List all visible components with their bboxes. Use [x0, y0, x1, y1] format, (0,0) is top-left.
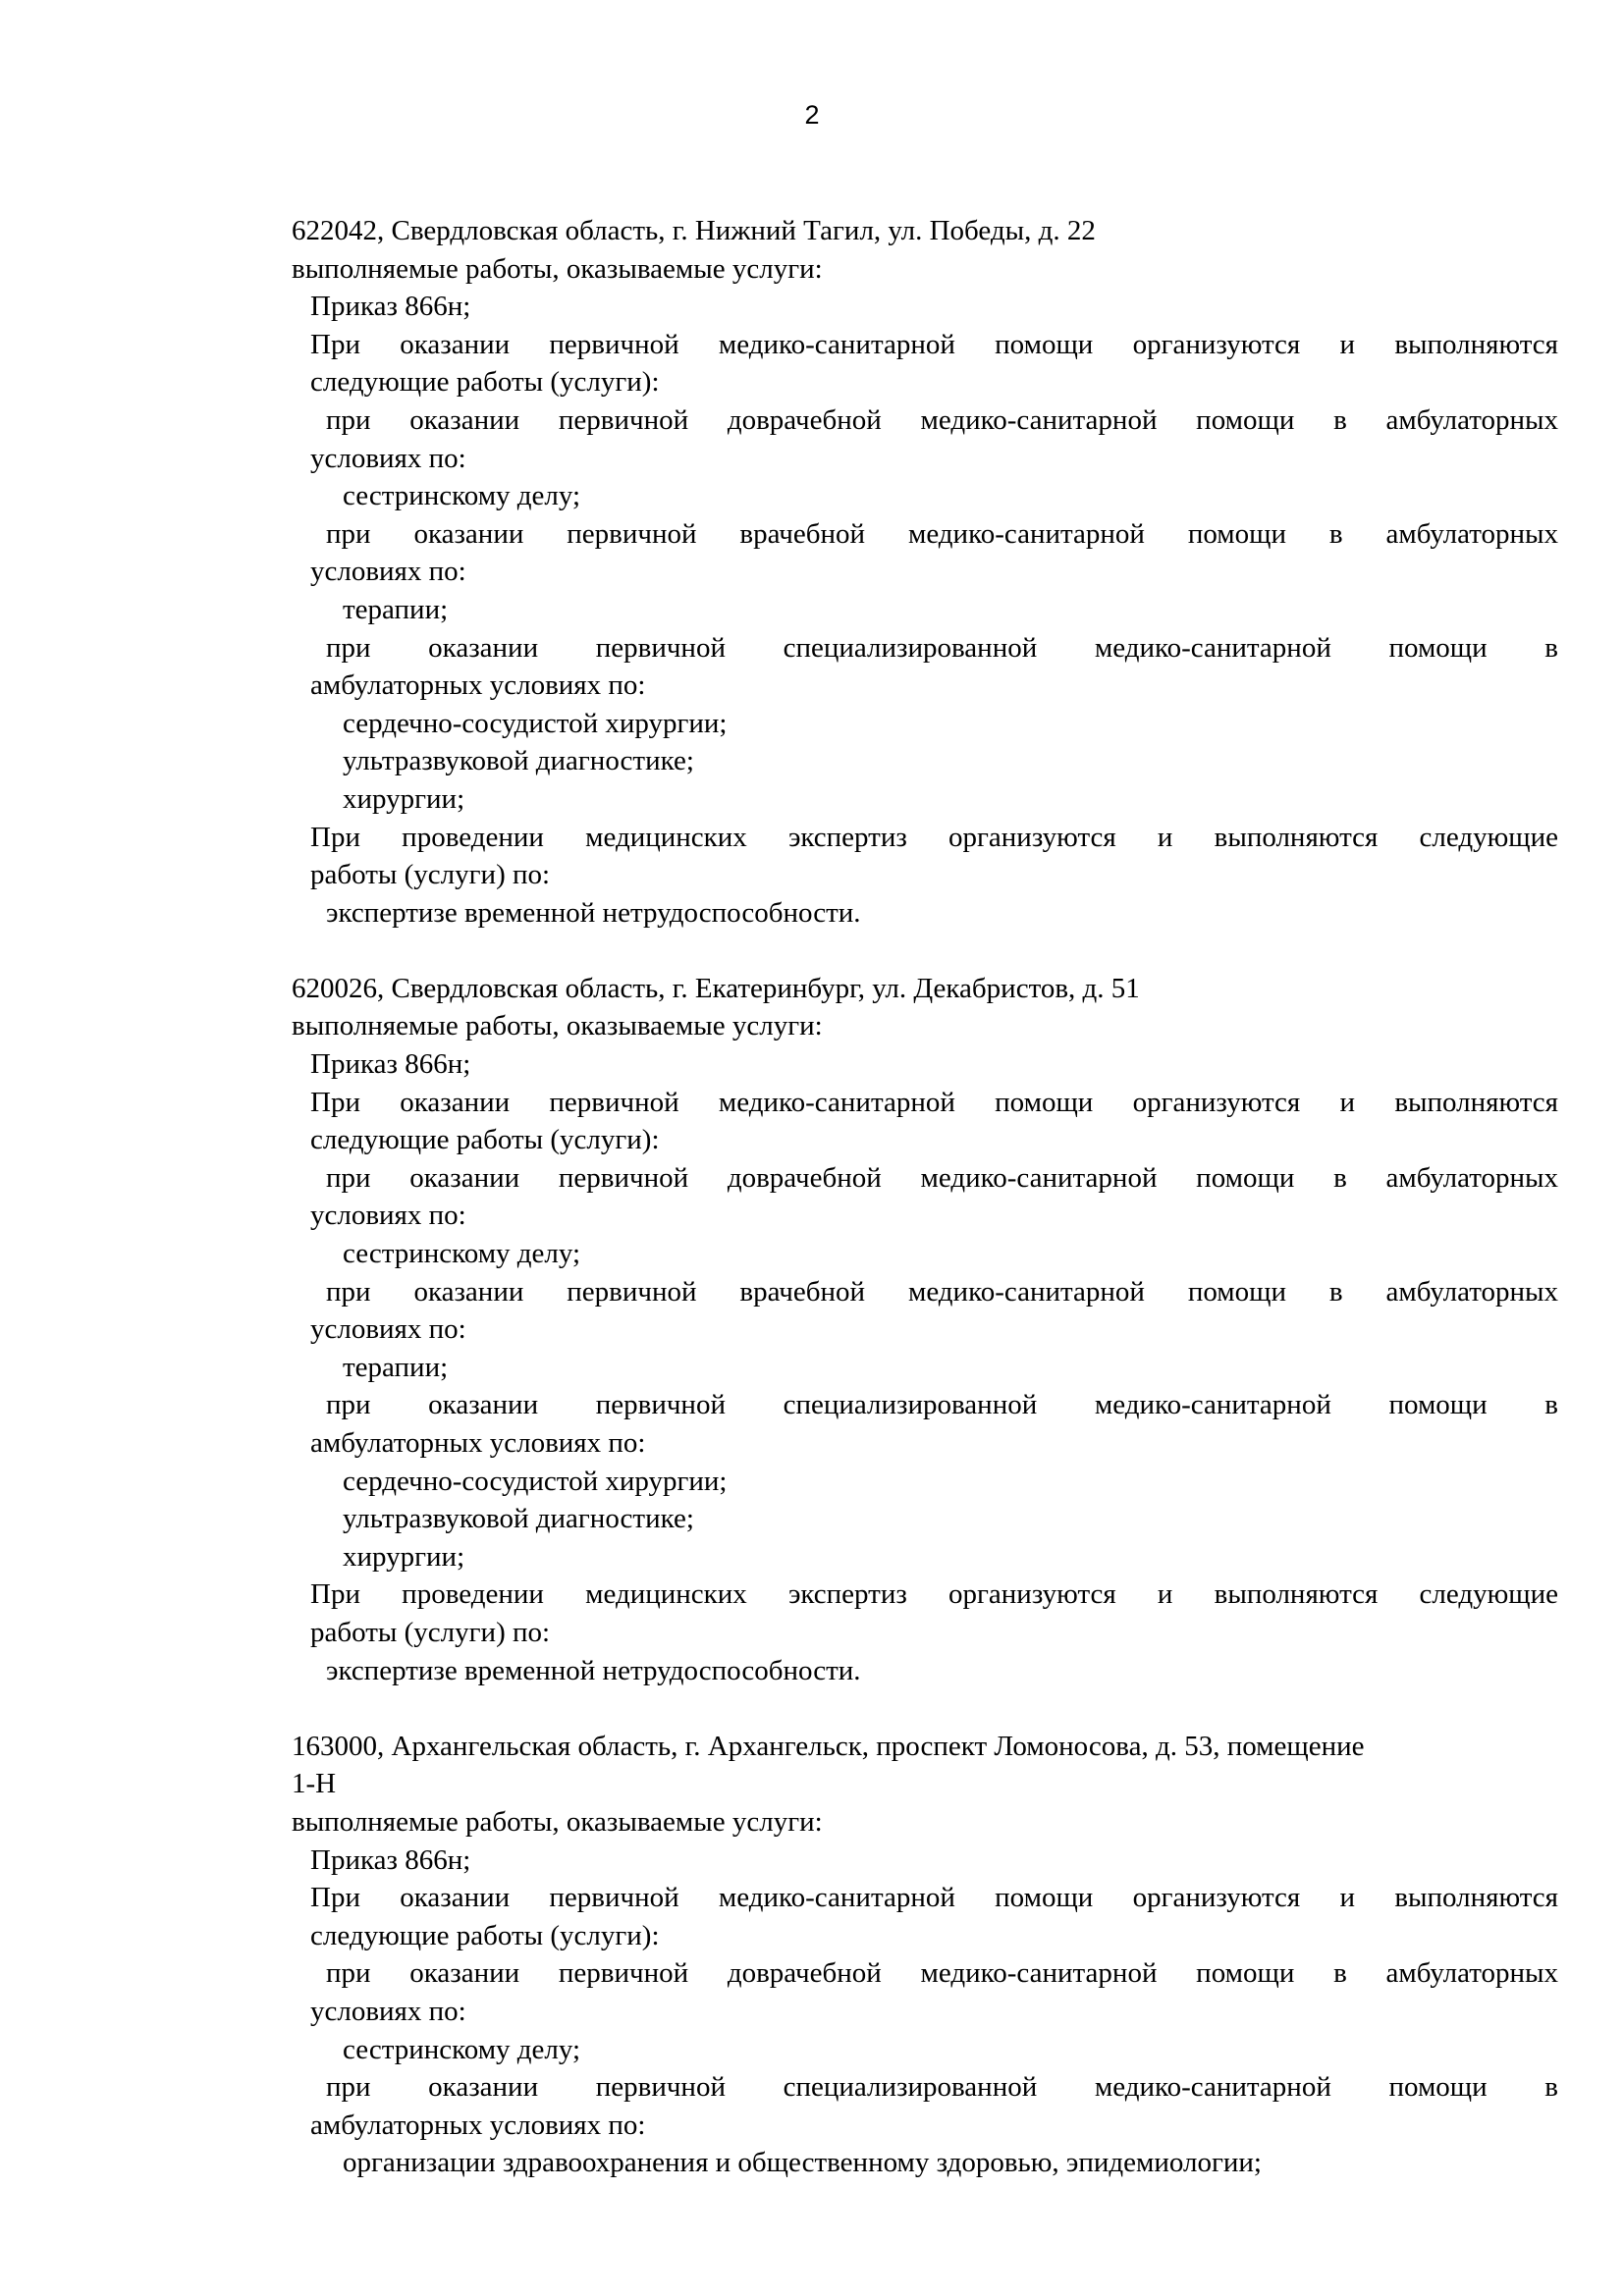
service-item: сестринскому делу;: [343, 480, 581, 512]
intro-text-continued: следующие работы (услуги):: [310, 1919, 660, 1951]
intro-text: При оказании первичной медико-санитарной помощи организуются и выполняются: [310, 1086, 1558, 1118]
service-item: хирургии;: [343, 782, 465, 815]
address-line-continued: 1-Н: [292, 1768, 337, 1800]
order-reference: Приказ 866н;: [310, 1843, 471, 1876]
works-label: выполняемые работы, оказываемые услуги:: [292, 252, 823, 285]
care-category-continued: условиях по:: [310, 1313, 466, 1346]
works-label: выполняемые работы, оказываемые услуги:: [292, 1010, 823, 1042]
care-category: при оказании первичной доврачебной медико-санитарной помощи в амбулаторных: [326, 1957, 1558, 1990]
document-body: [292, 212, 1558, 2182]
expertise-text-continued: работы (услуги) по:: [310, 859, 551, 891]
address-section: [292, 1728, 1558, 2182]
service-item: сестринскому делу;: [343, 1238, 581, 1270]
expertise-text: При проведении медицинских экспертиз организуются и выполняются следующие: [310, 1578, 1558, 1611]
service-item: ультразвуковой диагностике;: [343, 745, 694, 777]
order-reference: Приказ 866н;: [310, 291, 471, 323]
intro-text: При оказании первичной медико-санитарной помощи организуются и выполняются: [310, 1882, 1558, 1914]
service-item: хирургии;: [343, 1540, 465, 1573]
address-line: 620026, Свердловская область, г. Екатеринбург, ул. Декабристов, д. 51: [292, 972, 1140, 1004]
service-item: терапии;: [343, 1351, 449, 1383]
intro-text: При оказании первичной медико-санитарной помощи организуются и выполняются: [310, 328, 1558, 360]
expertise-text: При проведении медицинских экспертиз организуются и выполняются следующие: [310, 821, 1558, 853]
care-category-continued: условиях по:: [310, 442, 466, 474]
care-category: при оказании первичной врачебной медико-санитарной помощи в амбулаторных: [326, 1275, 1558, 1308]
care-category-continued: амбулаторных условиях по:: [310, 669, 646, 702]
care-category-continued: амбулаторных условиях по:: [310, 2109, 646, 2141]
expertise-text-continued: работы (услуги) по:: [310, 1616, 551, 1648]
service-item: экспертизе временной нетрудоспособности.: [326, 1654, 861, 1686]
service-item: экспертизе временной нетрудоспособности.: [326, 896, 861, 929]
works-label: выполняемые работы, оказываемые услуги:: [292, 1805, 823, 1838]
care-category-continued: условиях по:: [310, 1200, 466, 1232]
service-item: организации здравоохранения и общественному здоровью, эпидемиологии;: [343, 2147, 1262, 2179]
address-section: [292, 212, 1558, 932]
care-category-continued: амбулаторных условиях по:: [310, 1427, 646, 1459]
care-category: при оказании первичной доврачебной медико-санитарной помощи в амбулаторных: [326, 1161, 1558, 1194]
order-reference: Приказ 866н;: [310, 1048, 471, 1081]
service-item: сердечно-сосудистой хирургии;: [343, 1465, 728, 1497]
care-category: при оказании первичной врачебной медико-санитарной помощи в амбулаторных: [326, 517, 1558, 550]
intro-text-continued: следующие работы (услуги):: [310, 1124, 660, 1156]
care-category-continued: условиях по:: [310, 556, 466, 588]
service-item: ультразвуковой диагностике;: [343, 1503, 694, 1535]
care-category: при оказании первичной специализированной медико-санитарной помощи в: [326, 1389, 1558, 1421]
address-line: 622042, Свердловская область, г. Нижний Тагил, ул. Победы, д. 22: [292, 215, 1096, 246]
address-section: [292, 970, 1558, 1689]
care-category: при оказании первичной специализированной медико-санитарной помощи в: [326, 631, 1558, 664]
address-line: 163000, Архангельская область, г. Архангельск, проспект Ломоносова, д. 53, помещение: [292, 1730, 1365, 1762]
service-item: терапии;: [343, 593, 449, 625]
care-category: при оказании первичной специализированной медико-санитарной помощи в: [326, 2071, 1558, 2104]
intro-text-continued: следующие работы (услуги):: [310, 366, 660, 399]
care-category: при оказании первичной доврачебной медико-санитарной помощи в амбулаторных: [326, 403, 1558, 436]
service-item: сердечно-сосудистой хирургии;: [343, 707, 728, 739]
service-item: сестринскому делу;: [343, 2033, 581, 2065]
page-number: 2: [804, 100, 820, 130]
care-category-continued: условиях по:: [310, 1995, 466, 2027]
